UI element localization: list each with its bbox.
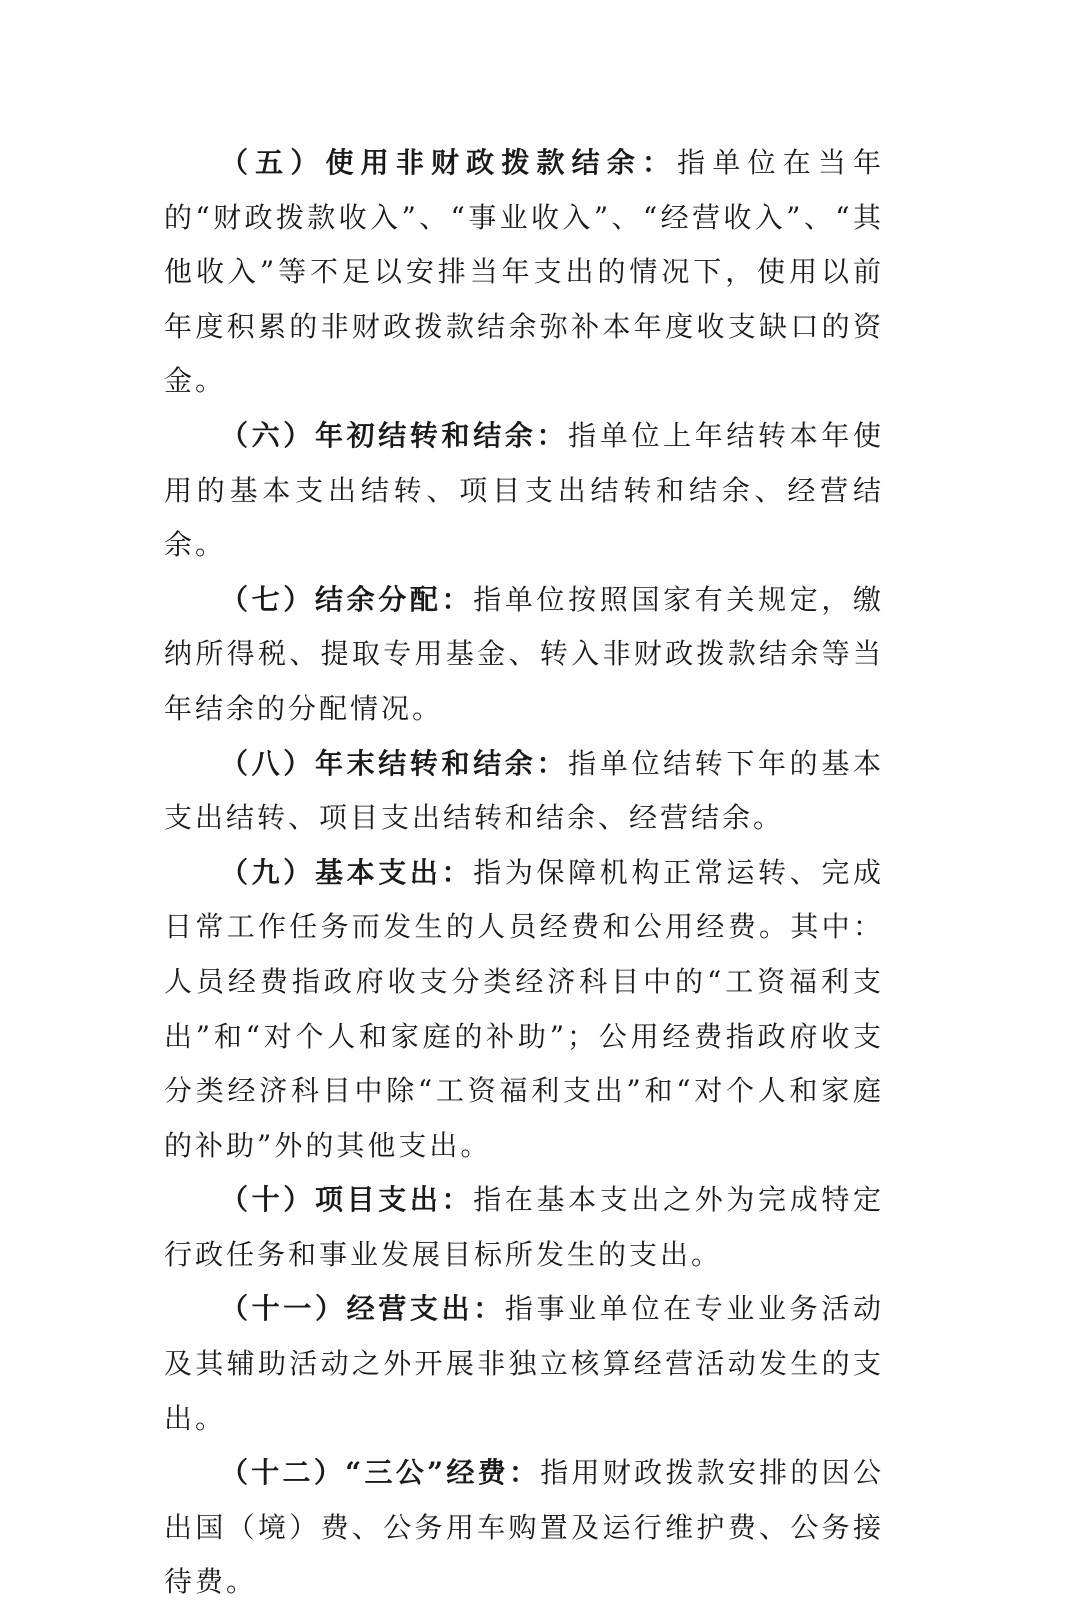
paragraph-10 (164, 1173, 884, 1282)
term-definition: 指事业单位在专业业务活动及其辅助活动之外开展非独立核算经营活动发生的支出。 (164, 1292, 884, 1435)
term-definition: 指单位按照国家有关规定，缴纳所得税、提取专用基金、转入非财政拨款结余等当年结余的分配情况。 (164, 582, 884, 725)
document-page (164, 136, 884, 1610)
term-heading: （十）项目支出： (220, 1183, 474, 1217)
term-definition: 指为保障机构正常运转、完成日常工作任务而发生的人员经费和公用经费。其中：人员经费指政府收支分类经济科目中的“工资福利支出”和“对个人和家庭的补助”；公用经费指政府收支分类经济科目中除“工资福利支出”和“对个人和家庭的补助”外的其他支出。 (164, 855, 884, 1162)
paragraph-6 (164, 409, 884, 573)
term-definition: 指用财政拨款安排的因公出国（境）费、公务用车购置及运行维护费、公务接待费。 (164, 1456, 884, 1599)
term-definition: 指单位在当年的“财政拨款收入”、“事业收入”、“经营收入”、“其他收入”等不足以安排当年支出的情况下，使用以前年度积累的非财政拨款结余弥补本年度收支缺口的资金。 (164, 146, 884, 398)
paragraph-11 (164, 1282, 884, 1446)
paragraph-7 (164, 573, 884, 737)
paragraph-9 (164, 846, 884, 1174)
term-heading: （九）基本支出： (220, 855, 474, 889)
term-heading: （五）使用非财政拨款结余： (220, 146, 678, 179)
term-heading: （十一）经营支出： (220, 1292, 505, 1326)
term-heading: （八）年末结转和结余： (220, 746, 569, 780)
term-definition: 指单位结转下年的基本支出结转、项目支出结转和结余、经营结余。 (164, 746, 884, 835)
paragraph-12 (164, 1446, 884, 1610)
term-heading: （七）结余分配： (220, 582, 474, 616)
term-heading: （六）年初结转和结余： (220, 418, 569, 452)
paragraph-8 (164, 737, 884, 846)
term-definition: 指在基本支出之外为完成特定行政任务和事业发展目标所发生的支出。 (164, 1183, 884, 1271)
term-definition: 指单位上年结转本年使用的基本支出结转、项目支出结转和结余、经营结余。 (164, 418, 884, 562)
term-heading: （十二）“三公”经费： (220, 1456, 541, 1490)
paragraph-5 (164, 136, 884, 409)
